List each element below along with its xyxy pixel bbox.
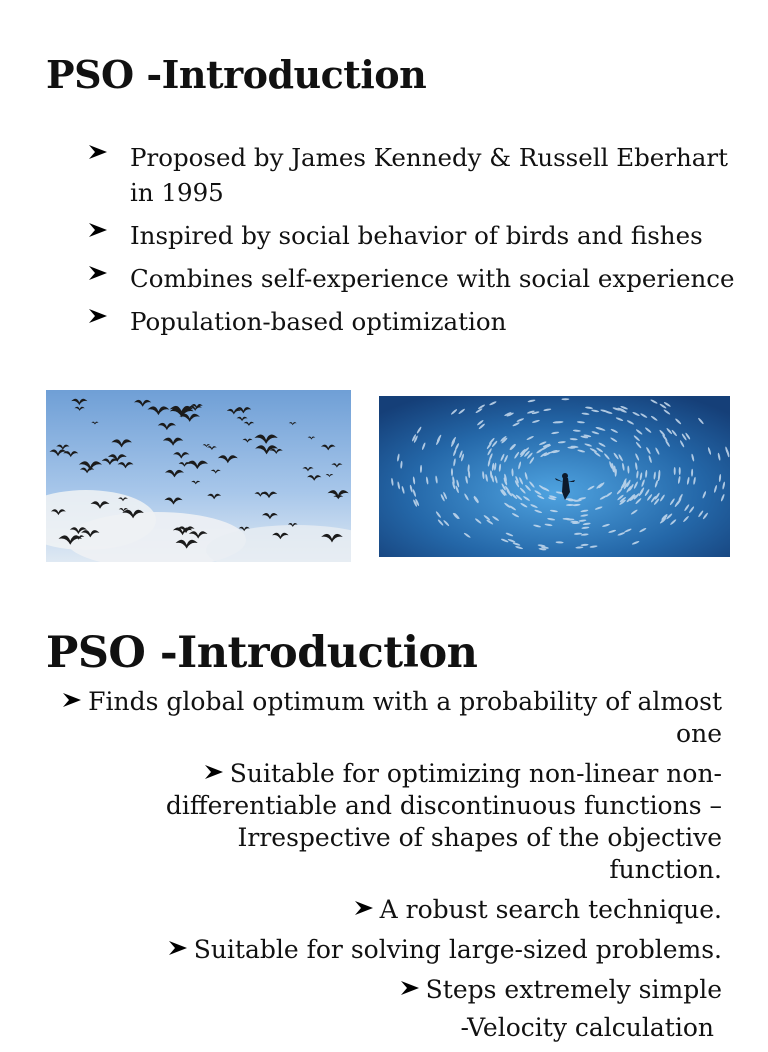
slide1-title: PSO -Introduction xyxy=(46,52,427,97)
arrow-bullet-icon xyxy=(88,222,108,238)
list-item xyxy=(60,894,722,926)
bullet-text: A robust search technique. xyxy=(379,895,722,924)
bullet-text: Suitable for solving large-sized problems. xyxy=(193,935,722,964)
birds-flock-photo xyxy=(46,390,351,562)
bullet-text: Steps extremely simple xyxy=(425,975,722,1004)
list-item xyxy=(60,758,722,886)
arrow-bullet-icon xyxy=(168,940,188,956)
bullet-text: Combines self-experience with social experience xyxy=(130,264,735,293)
list-item xyxy=(60,686,722,750)
slide1-bullet-list xyxy=(88,140,748,347)
sub-list-item xyxy=(60,1012,722,1044)
bullet-text: Proposed by James Kennedy & Russell Eberhart in 1995 xyxy=(130,143,728,207)
bullet-text: Suitable for optimizing non-linear non-differentiable and discontinuous functions – Irrespective of shapes of the objective function. xyxy=(165,759,722,884)
arrow-bullet-icon xyxy=(88,265,108,281)
arrow-bullet-icon xyxy=(62,692,82,708)
slide2-bullet-list xyxy=(60,686,722,1052)
arrow-bullet-icon xyxy=(88,144,108,160)
list-item xyxy=(60,974,722,1006)
fish-school-diver-photo xyxy=(379,396,730,557)
bullet-text: Population-based optimization xyxy=(130,307,507,336)
sub-item-text: -Velocity calculation xyxy=(460,1013,714,1042)
bullet-text: Inspired by social behavior of birds and fishes xyxy=(130,221,703,250)
list-item xyxy=(60,934,722,966)
arrow-bullet-icon xyxy=(354,900,374,916)
bullet-text: Finds global optimum with a probability of almost one xyxy=(88,687,722,748)
slide2-title: PSO -Introduction xyxy=(46,628,478,678)
list-item xyxy=(88,218,748,253)
list-item xyxy=(88,261,748,296)
list-item xyxy=(88,140,748,210)
arrow-bullet-icon xyxy=(204,764,224,780)
arrow-bullet-icon xyxy=(88,308,108,324)
list-item xyxy=(88,304,748,339)
arrow-bullet-icon xyxy=(400,980,420,996)
